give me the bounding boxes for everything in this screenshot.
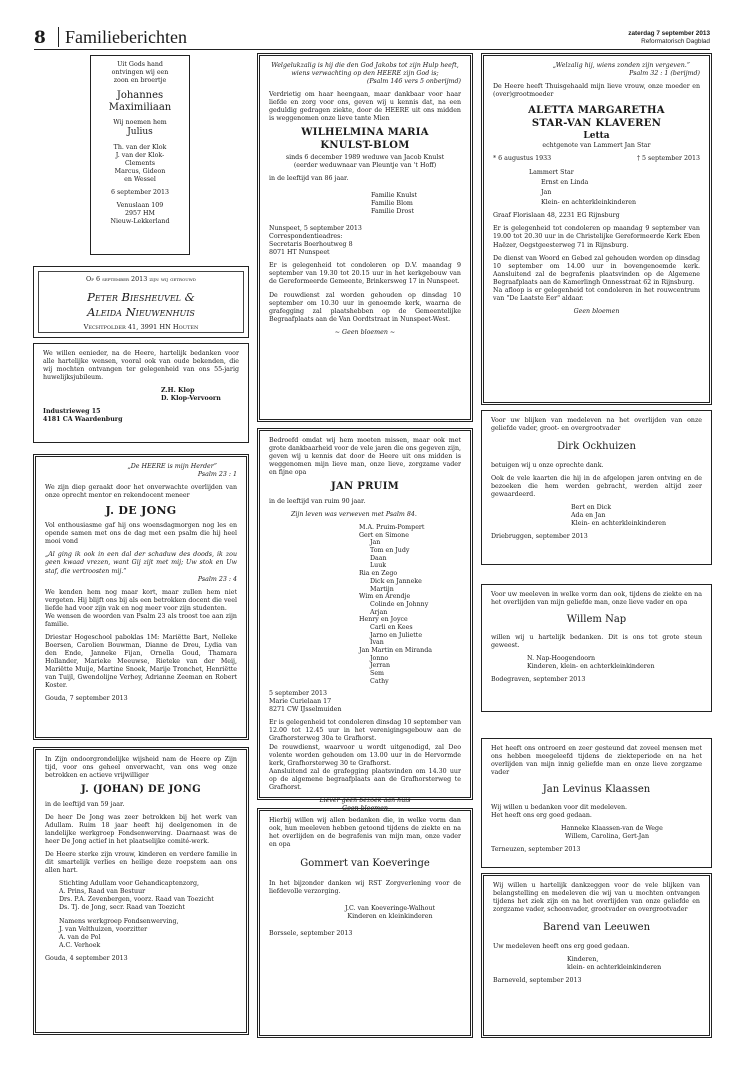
family-member: Carli en Kees: [370, 623, 413, 631]
place-date: Bodegraven, september 2013: [491, 676, 586, 684]
paragraph-3: We wensen de woorden van Psalm 23 als troost toe aan zijn familie.: [45, 612, 237, 628]
family-member: Wim en Arendje: [359, 593, 411, 601]
intro: Bedroefd omdat wij hem moeten missen, maar ook met grote dankbaarheid voor de vele jaren die ons gegeven zijn, geven wij u kennis dat door de Heere uit ons midden is weggenomen mijn lieve man, onze lieve, zorgzame vader en fijne opa: [269, 437, 461, 477]
deceased-name: WILHELMINA MARIA KNULST-BLOM: [301, 127, 429, 152]
birth-address: Venuslaan 109 2957 HM Nieuw-Lekkerland: [110, 201, 170, 226]
callname: Julius: [127, 127, 153, 138]
signers: Kinderen, klein- en achterkleinkinderen: [567, 956, 662, 972]
intro: De Heere heeft Thuisgehaald mijn lieve vrouw, onze moeder en (over)grootmoeder: [493, 83, 700, 99]
condolence-info: Er is gelegenheid tot condoleren op D.V. maandag 9 september van 19.30 tot 20.15 uur in het kerkgebouw van de Gereformeerde Gemeente, Brinkersweg 17 in Nunspeet.: [269, 262, 461, 286]
funeral-info: De rouwdienst zal worden gehouden op dinsdag 10 september om 10.30 uur in genoemde kerk, waarna de grafegging zal plaatshebben op de Gemeentelijke Begraafplaats aan de Van Oordtstraat in Nunspeet-West.: [269, 291, 461, 323]
marriage-announcement: [33, 266, 249, 338]
family-list: [269, 524, 461, 685]
family-member: Martijn: [370, 585, 394, 593]
signers: Hanneke Klaassen-van de Wege Willem, Carolina, Gert-Jan: [561, 825, 663, 841]
birth-intro: Uit Gods hand ontvingen wij een zoon en broertje: [111, 61, 169, 85]
deceased-name: ALETTA MARGARETHA STAR-VAN KLAVEREN: [528, 105, 665, 129]
dates: [493, 155, 700, 163]
place-date: Driebruggen, september 2013: [491, 533, 588, 541]
birth-date: 6 september 2013: [110, 188, 170, 196]
family-member: Luuk: [370, 562, 387, 570]
section-title: Familieberichten: [58, 27, 187, 47]
obituary-aletta-star-van-klaveren: [481, 53, 712, 405]
intro: Hierbij willen wij allen bedanken die, in welke vorm dan ook, hun meeleven hebben getoond tijdens de ziekte en na het overlijden en de begrafenis van mijn man, onze vader en opa: [269, 817, 461, 849]
family-member: Ernst en Linda: [541, 179, 589, 187]
family-member: Ria en Zego: [359, 570, 398, 578]
signers: Driestar Hogeschool paboklas 1M: Mariëtte Bart, Nelleke Boersen, Carolien Bouwman, Dianne de Dreu, Lydia van den Ende, Janneke Fijan, Ornella Goud, Thamara Hollander, Marieke Meeuwse, Rieteke van der Meij, Mariëtte Muije, Martine Snoek, Marije Tronchet, Henriëtte van Tuijl, Gwendolijne Verhey, Adrianne Zeeman en Robert Koster.: [45, 633, 237, 690]
family-member: Cathy: [370, 677, 389, 685]
paragraph-1: willen wij u hartelijk bedanken. Dit is ons tot grote steun geweest.: [491, 633, 702, 649]
paragraph-2: Ook de vele kaarten die hij in de afgelopen jaren ontving en de bezoeken die hem werden gebracht, werden altijd zeer gewaardeerd.: [491, 474, 702, 499]
deceased-name: J. (JOHAN) DE JONG: [81, 784, 201, 796]
header-rule: [34, 49, 710, 50]
page-number: 8: [34, 28, 46, 48]
family-member: Gert en Simone: [359, 531, 409, 539]
quote-reference: Psalm 32 : 1 (berijmd): [629, 70, 700, 78]
family-member: Jan: [541, 188, 552, 196]
correspondence-address: Correspondentieadres: Secretaris Boerhoutweg 8 8071 HT Nunspeet: [269, 233, 353, 257]
obituary-johan-de-jong: [33, 747, 249, 1035]
birth-date: * 6 augustus 1933: [493, 155, 552, 163]
family-member: Colinde en Johnny: [370, 600, 429, 608]
family-list: [493, 168, 700, 207]
deceased-name: Jan Levinus Klaassen: [542, 784, 651, 796]
no-flowers: Geen bloemen: [573, 307, 620, 315]
bride-name: Aleida Nieuwenhuis: [87, 304, 195, 319]
family-member: Klein- en achterkleinkinderen: [541, 198, 637, 206]
death-date: † 5 september 2013: [636, 155, 700, 163]
marriage-address: Vechtpolder 41, 3991 HN Houten: [83, 322, 199, 331]
deceased-name: Barend van Leeuwen: [542, 922, 651, 934]
jubilee-signer-1: Z.H. Klop: [161, 387, 195, 395]
intro: Wij willen u hartelijk dankzeggen voor de vele blijken van belangstelling en medeleven die wij van u mochten ontvangen tijdens het ziek zijn en na het overlijden van onze geliefde en zorgzame vader, schoonvader, grootvader en overgrootvader: [493, 882, 700, 914]
widow-line: sinds 6 december 1989 weduwe van Jacob Knulst: [285, 153, 445, 161]
widower-line: (eerder weduwnaar van Pleuntje van 't Hoff): [293, 161, 437, 169]
spouse: echtgenote van Lammert Jan Star: [542, 142, 651, 150]
jubilee-text: We willen eenieder, na de Heere, hartelijk bedanken voor alle hartelijke wensen, vooral ook van oude bekenden, die wij mochten ontvangen ter gelegenheid van ons 55-jarig huwelijksjubileum.: [43, 350, 239, 382]
paragraph-1: betuigen wij u onze oprechte dank.: [491, 461, 604, 469]
no-flowers: ~ Geen bloemen ~: [334, 328, 396, 336]
deceased-name: JAN PRUIM: [330, 481, 400, 493]
family-member: Henry en Joyce: [359, 616, 408, 624]
organization-signers: Stichting Adullam voor Gehandicaptenzorg, A. Prins, Raad van Bestuur Drs. P.A. Zevenbergen, voorz. Raad van Toezicht Ds. Tj. de Jong, secr. Raad van Toezicht: [59, 880, 214, 912]
deceased-name: Dirk Ockhuizen: [557, 441, 636, 453]
intro: We zijn diep geraakt door het onverwachte overlijden van onze oprecht mentor en rekendocent meneer: [45, 484, 237, 500]
signer-2: Kinderen en kleinkinderen: [347, 913, 433, 921]
service-info: De dienst van Woord en Gebed zal gehouden worden op dinsdag 10 september om 14.00 uur in bovengenoemde kerk. Aansluitend zal de begrafenis plaatsvinden op de Algemene Begraafplaats aan de Kamerlingh Onnesstraat 62 in Rijnsburg.: [493, 254, 700, 286]
obituary-jan-pruim: [257, 428, 473, 812]
quote-2: „Al ging ik ook in een dal der schaduw des doods, ik zou geen kwaad vrezen, want Gij zijt met mij; Uw stok en Uw staf, die vertroosten mij.”: [45, 551, 237, 575]
intro: Het heeft ons ontroerd en zeer gesteund dat zoveel mensen met ons hebben meegeleefd tijdens de ziekteperiode en na het overlijden van mijn innig geliefde man en onze lieve zorgzame vader: [491, 745, 702, 777]
paragraph-1: Uw medeleven heeft ons erg goed gedaan.: [493, 942, 630, 950]
family-member: Dick en Janneke: [370, 577, 422, 585]
psalm-line: Zijn leven was verweven met Psalm 84.: [291, 511, 417, 519]
jubilee-thanks: [33, 343, 249, 443]
jubilee-address-1: Industrieweg 15: [43, 408, 101, 416]
intro: In Zijn ondoorgrondelijke wijsheid nam de Heere op Zijn tijd, voor ons geheel onverwacht, van ons weg onze betrokken en actieve vrijwilliger: [45, 756, 237, 780]
thanks-willem-nap: [481, 584, 712, 712]
signer-1: J.C. van Koeveringe-Walhout: [344, 905, 436, 913]
place-date: Terneuzen, september 2013: [491, 846, 581, 854]
obituary-j-de-jong: [33, 454, 249, 740]
paragraph-1: Vol enthousiasme gaf hij ons woensdagmorgen nog les en opende samen met ons de dag met een psalm die hij heel mooi vond: [45, 522, 237, 546]
marriage-line: Op 6 september 2013 zijn wij getrouwd: [86, 275, 196, 283]
birth-announcement: [90, 55, 190, 255]
family-member: Jarno en Juliette: [370, 631, 423, 639]
newspaper-name: Reformatorisch Dagblad: [641, 38, 710, 45]
quote-reference: Psalm 23 : 1: [197, 471, 237, 479]
birth-parents: Th. van der Klok J. van der Klok- Clements Marcus, Gideon en Wessel: [113, 143, 167, 183]
quote: Welgelukzalig is hij die den God Jakobs tot zijn Hulp heeft, wiens verwachting op den HEERE zijn God is;: [271, 62, 459, 78]
quote-reference: (Psalm 146 vers 5 onberijmd): [366, 78, 461, 86]
deceased-name: Gommert van Koeveringe: [300, 858, 430, 870]
paragraph-1: In het bijzonder danken wij RST Zorgverlening voor de liefdevolle verzorging.: [269, 879, 461, 896]
family: Familie Knulst Familie Blom Familie Drost: [371, 192, 418, 216]
family-member: Arjan: [370, 608, 388, 616]
callname-intro: Wij noemen hem: [113, 119, 167, 127]
deceased-name: J. DE JONG: [105, 504, 177, 518]
address: 5 september 2013 Marie Curielaan 17 8271 CW IJsselmuiden: [269, 690, 342, 714]
workgroup-signers: Namens werkgroep Fondsenwerving, J. van Velthuizen, voorzitter A. van de Pol A.C. Verhoek: [59, 917, 179, 949]
intro: Verdrietig om haar heengaan, maar dankbaar voor haar liefde en zorg voor ons, geven wij u kennis dat, na een geduldig gedragen ziekte, door de HEERE uit ons midden is weggenomen onze lieve tante Mien: [269, 91, 461, 123]
family-member: Jan: [370, 539, 381, 547]
family-member: Tom en Judy: [370, 547, 410, 555]
quote-2-reference: Psalm 23 : 4: [197, 575, 237, 583]
thanks-dirk-ockhuizen: [481, 410, 712, 565]
jubilee-signer-2: D. Klop-Vervoorn: [161, 395, 221, 403]
quote: „De HEERE is mijn Herder”: [127, 463, 217, 470]
place-date: Gouda, 4 september 2013: [45, 954, 128, 962]
paragraph-2: De Heere sterke zijn vrouw, kinderen en verdere familie in dit smartelijk verlies en heilige deze roepstem aan ons allen hart.: [45, 851, 237, 875]
condolence-info: Er is gelegenheid tot condoleren dinsdag 10 september van 12.00 tot 12.45 uur in het verenigingsgebouw aan de Grafhorsterweg 30a te Grafhorst.: [269, 719, 461, 743]
paragraph-2: We kenden hem nog maar kort, maar zullen hem niet vergeten. Hij blijft ons bij als een betrokken docent die veel liefde had voor zijn vak en nog meer voor zijn studenten.: [45, 588, 237, 612]
condolence-info: Er is gelegenheid tot condoleren op maandag 9 september van 19.00 tot 20.30 uur in de Christelijke Gereformeerde Kerk Eben Haëzer, Oegstgeesterweg 71 in Rijnsburg.: [493, 225, 700, 249]
age: in de leeftijd van 86 jaar.: [269, 175, 349, 183]
place-date: Gouda, 7 september 2013: [45, 695, 128, 703]
place-date: Borssele, september 2013: [269, 930, 353, 938]
paragraph-2: Het heeft ons erg goed gedaan.: [491, 812, 592, 820]
intro: Voor uw meeleven in welke vorm dan ook, tijdens de ziekte en na het overlijden van mijn geliefde man, onze lieve vader en opa: [491, 591, 702, 607]
family-member: Sem: [370, 669, 385, 677]
place-date: Barneveld, september 2013: [493, 977, 582, 985]
no-visits: Liever geen bezoek aan huis: [319, 796, 411, 804]
burial-info: Aansluitend zal de grafegging plaatsvinden om 14.30 uur op de algemene begraafplaats aan de Grafhorsterweg te Grafhorst.: [269, 767, 461, 791]
no-flowers: Geen bloemen: [342, 804, 388, 812]
quote: „Welzalig hij, wiens zonden zijn vergeven.”: [552, 62, 690, 69]
after-info: Na afloop is er gelegenheid tot condoleren in het rouwcentrum van "De Laatste Eer" aldaar.: [493, 286, 700, 302]
issue-date: zaterdag 7 september 2013: [628, 30, 710, 37]
jubilee-address-2: 4181 CA Waardenburg: [43, 416, 123, 424]
call-name: Letta: [583, 130, 610, 141]
thanks-gommert-van-koeveringe: [257, 808, 473, 1038]
address: Graaf Florislaan 48, 2231 EG Rijnsburg: [493, 212, 620, 220]
family-member: Lammert Star: [529, 169, 574, 177]
family-member: Daan: [370, 554, 387, 562]
family-member: Ivan: [370, 639, 384, 647]
age: in de leeftijd van ruim 90 jaar.: [269, 498, 366, 506]
obituary-wilhelmina-knulst-blom: [257, 53, 473, 422]
signers: Bert en Dick Ada en Jan Klein- en achterkleinkinderen: [571, 504, 667, 528]
deceased-name: Willem Nap: [566, 614, 627, 626]
place-date: Nunspeet, 5 september 2013: [269, 225, 362, 233]
family-member: Jan Martin en Miranda: [359, 646, 432, 654]
family-member: Jerran: [370, 662, 391, 670]
family-member: M.A. Pruim-Pompert: [359, 524, 425, 532]
signers: N. Nap-Hoogendoorn Kinderen, klein- en achterkleinkinderen: [527, 654, 655, 671]
age: in de leeftijd van 59 jaar.: [45, 800, 125, 808]
thanks-jan-levinus-klaassen: [481, 738, 712, 868]
family-member: Jonno: [370, 654, 389, 662]
intro: Voor uw blijken van medeleven na het overlijden van onze geliefde vader, groot- en overgrootvader: [491, 417, 702, 433]
paragraph-1: Wij willen u bedanken voor dit medeleven.: [491, 803, 628, 811]
thanks-barend-van-leeuwen: [481, 873, 712, 1038]
groom-name: Peter Biesheuvel &: [87, 290, 195, 305]
child-name: Johannes Maximiliaan: [108, 90, 172, 114]
service-info: De rouwdienst, waarvoor u wordt uitgenodigd, zal Deo volente worden gehouden om 13.00 uur in de Hervormde kerk, Grafhorsterweg 30 te Grafhorst.: [269, 743, 461, 767]
paragraph-1: De heer De Jong was zeer betrokken bij het werk van Adullam. Ruim 18 jaar heeft hij deelgenomen in de landelijke werkgroep Fondsenwerving. Daarnaast was de heer De Jong actief in het plaatselijke comité-werk.: [45, 813, 237, 846]
